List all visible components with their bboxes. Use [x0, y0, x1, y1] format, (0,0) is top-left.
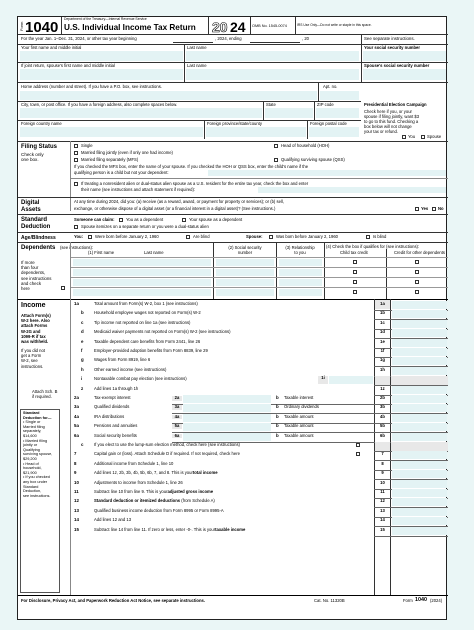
city-input[interactable]: [20, 108, 262, 118]
footer-notice: For Disclosure, Privacy Act, and Paperwork Reduction Act Notice, see separate instructions.: [21, 598, 205, 603]
footer-form-label: Form: [403, 598, 413, 603]
pec-you-label: You: [408, 134, 416, 139]
dep-col-last: Last name: [144, 250, 164, 255]
line-number: 14: [74, 517, 79, 523]
line-ref: 9: [381, 470, 384, 476]
dep-col-odc: Credit for other dependents: [394, 250, 445, 255]
line-a-input[interactable]: [183, 404, 271, 412]
line-ref-a: 2a: [172, 396, 182, 401]
form-label-vertical: Form: [19, 21, 24, 31]
line-amount-input[interactable]: [392, 527, 447, 535]
line-amount-input[interactable]: [392, 470, 447, 478]
filing-note-2: qualifying person is a child but not your dependent:: [74, 170, 169, 175]
footer-form-number: 1040: [415, 597, 427, 603]
line-text: Other earned income (see instructions): [94, 366, 167, 372]
line-text: Qualified business income deduction from Form 8995 or Form 8995-A: [94, 507, 224, 513]
line-number: 7: [74, 451, 77, 457]
tax-year-bold: 24: [230, 19, 246, 35]
you-blind-label: Are blind: [193, 234, 210, 239]
nra-text-2: their name (see instructions and attach statement if required):: [81, 187, 196, 192]
line-ref: 8: [381, 460, 384, 466]
dep-col-ssn: (2) Social security number: [228, 245, 262, 255]
tax-year-label: For the year Jan. 1–Dec. 31, 2024, or other tax year beginning: [21, 36, 137, 41]
line-amount-input[interactable]: [392, 423, 447, 431]
spouse-first-label: If joint return, spouse's first name and middle initial: [21, 63, 115, 68]
tax-year-outline: 20: [212, 19, 228, 35]
spouse-last-label: Last name: [187, 63, 207, 68]
spouse-last-input[interactable]: [186, 69, 359, 80]
form-1040: [17, 16, 447, 620]
line-number: 10: [74, 479, 79, 485]
line-mid-input[interactable]: [329, 376, 373, 384]
pec-spouse-checkbox[interactable]: [421, 135, 425, 139]
nra-checkbox[interactable]: [74, 182, 78, 186]
department: Department of the Treasury—Internal Revenue Service: [64, 17, 147, 21]
filing-status-sub: Check only one box.: [21, 152, 44, 163]
irs-use-only: IRS Use Only—Do not write or staple in this space.: [297, 23, 372, 27]
line-text: Qualified dividends: [94, 404, 130, 410]
line-text: Subtract line 14 from line 11. If zero or less, enter -0-. This is yourtaxable income: [94, 526, 246, 532]
line-text: Adjustments to income from Schedule 1, line 26: [94, 479, 183, 485]
line-number: i: [81, 376, 83, 382]
you-dependent-checkbox[interactable]: [119, 218, 123, 222]
spouse-ssn-label: Spouse's social security number: [364, 63, 430, 68]
line-amount-input[interactable]: [392, 480, 447, 488]
dependent-ssn-input[interactable]: [216, 269, 274, 276]
age-spouse-label: Spouse:: [246, 234, 263, 239]
year-20-label: , 20: [302, 36, 309, 41]
you-born-checkbox[interactable]: [88, 235, 92, 239]
line-text: Household employee wages not reported on Form(s) W-2: [94, 310, 201, 316]
mfs-checkbox[interactable]: [74, 158, 78, 162]
qualifying-person-input[interactable]: [208, 170, 446, 176]
dependent-ctc-checkbox[interactable]: [353, 270, 357, 274]
pec-spouse-label: Spouse: [427, 134, 442, 139]
line-number: 5a: [74, 423, 79, 429]
line-ref: 4b: [380, 413, 385, 419]
dependent-ctc-checkbox[interactable]: [353, 290, 357, 294]
form-number: 1040: [25, 19, 59, 36]
digital-assets-title: Digital Assets: [21, 200, 41, 213]
you-blind-checkbox[interactable]: [186, 235, 190, 239]
age-you-label: You:: [74, 234, 83, 239]
spouse-blind-label: Is blind: [373, 234, 387, 239]
line-text-b: Taxable interest: [284, 395, 314, 400]
line-ref: 1f: [380, 348, 385, 353]
line-text: IRA distributions: [94, 413, 125, 419]
line-a-input[interactable]: [183, 395, 271, 403]
line-amount-input[interactable]: [392, 433, 447, 441]
filing-status-title: Filing Status: [21, 144, 57, 150]
line-ref-a: 3a: [172, 405, 182, 410]
footer-year: (2024): [430, 598, 443, 603]
spouse-dependent-checkbox[interactable]: [182, 218, 186, 222]
pec-text: Check here if you, or your spouse if filing jointly, want $3 to go to this fund. Checking a box below will not change your tax or refund.: [364, 109, 420, 134]
line-text: Add lines 1z, 2b, 3b, 4b, 5b, 6b, 7, and 8. This is yourtotal income: [94, 470, 218, 476]
line-text-b: Ordinary dividends: [284, 404, 319, 410]
line-ref-a: 5a: [172, 424, 182, 429]
foreign-province-input[interactable]: [206, 127, 306, 137]
line-text: Medicaid waiver payments not reported on Form(s) W-2 (see instructions): [94, 329, 231, 335]
state-label: State: [266, 102, 276, 107]
line-amount-input[interactable]: [392, 367, 447, 375]
line-ref: 14: [380, 517, 385, 523]
line-ref: 2b: [380, 395, 385, 400]
spouse-itemizes-label: Spouse itemizes on a separate return or you were a dual-status alien: [81, 224, 209, 229]
line-text: Additional income from Schedule 1, line 10: [94, 460, 174, 466]
line-ref: 1b: [380, 310, 385, 316]
line-number-b: b: [276, 413, 279, 419]
line-ref: 13: [380, 507, 385, 513]
you-born-label: Were born before January 2, 1960: [95, 234, 159, 239]
line-amount-input[interactable]: [392, 489, 447, 497]
lump-sum-checkbox[interactable]: [356, 443, 360, 447]
line-number: 12: [74, 498, 79, 504]
dependent-odc-checkbox[interactable]: [415, 270, 419, 274]
line-ref: 7: [381, 451, 384, 457]
dep-col-check: (4) Check the box if qualifies for (see instructions):: [326, 244, 420, 249]
line-ref: 10: [380, 479, 385, 485]
line-amount-input[interactable]: [392, 329, 447, 337]
line-amount-input[interactable]: [392, 386, 447, 394]
spouse-ssn-input[interactable]: [363, 69, 446, 80]
line-ref: 15: [380, 526, 385, 532]
dependent-name-input[interactable]: [73, 289, 211, 296]
form-title: U.S. Individual Income Tax Return: [64, 23, 196, 32]
line-text: Add lines 12 and 13: [94, 517, 132, 523]
nra-text-1: If treating a nonresident alien or dual-status alien spouse as a U.S. resident for the entire tax year, check the box and enter: [81, 181, 309, 186]
address-label: Home address (number and street). If you have a P.O. box, see instructions.: [21, 84, 162, 89]
line-text-b: Taxable amount: [284, 413, 314, 419]
pec-you-checkbox[interactable]: [402, 135, 406, 139]
dependent-relationship-input[interactable]: [279, 269, 322, 276]
line-amount-input[interactable]: [392, 517, 447, 525]
line-number: g: [81, 357, 84, 363]
you-dependent-label: You as a dependent: [126, 217, 164, 222]
spouse-born-checkbox[interactable]: [269, 235, 273, 239]
line-text-b: Taxable amount: [284, 432, 314, 438]
line-ref: 1e: [380, 338, 385, 344]
line-number: 8: [74, 460, 77, 466]
ssn-input[interactable]: [363, 51, 446, 61]
pec-title: Presidential Election Campaign: [364, 102, 427, 107]
dependent-relationship-input[interactable]: [279, 289, 322, 296]
dependent-ssn-input[interactable]: [216, 279, 274, 286]
line-ref: 3b: [380, 404, 385, 410]
line-text: Social security benefits: [94, 432, 137, 438]
dependents-see: (see instructions):: [60, 245, 94, 250]
footer-cat: Cat. No. 11320B: [314, 598, 345, 603]
line-number: 1a: [74, 301, 79, 306]
mfs-label: Married filing separately (MFS): [81, 157, 139, 162]
spouse-first-input[interactable]: [20, 69, 183, 80]
last-name-input[interactable]: [186, 51, 359, 61]
qss-checkbox[interactable]: [274, 158, 278, 162]
line-text: Total amount from Form(s) W-2, box 1 (see instructions): [94, 301, 198, 306]
digital-yes-label: Yes: [421, 206, 429, 211]
line-ref: 1c: [380, 319, 385, 325]
line-amount-input[interactable]: [392, 301, 447, 309]
dependent-odc-checkbox[interactable]: [415, 260, 419, 264]
someone-can-claim: Someone can claim:: [74, 217, 115, 222]
more-dependents-checkbox[interactable]: [61, 286, 65, 290]
nra-name-input[interactable]: [258, 187, 446, 193]
foreign-postal-input[interactable]: [309, 127, 359, 137]
digital-text-2: exchange, or otherwise dispose of a digital asset (or a financial interest in a digital asset)? (See instructions.): [74, 206, 276, 211]
foreign-country-label: Foreign country name: [21, 121, 62, 126]
line-number-b: b: [276, 404, 279, 410]
line-amount-input[interactable]: [392, 498, 447, 506]
spouse-itemizes-checkbox[interactable]: [74, 225, 78, 229]
line-number: 4a: [74, 413, 79, 419]
ssn-label: Your social security number: [364, 45, 421, 50]
dependent-ctc-checkbox[interactable]: [353, 280, 357, 284]
line-number-b: b: [276, 395, 279, 400]
zip-label: ZIP code: [317, 102, 334, 107]
line-ref: 11: [380, 489, 385, 494]
line-ref-a: 4a: [172, 415, 182, 420]
dependent-ctc-checkbox[interactable]: [353, 260, 357, 264]
dep-col-relationship: (3) Relationship to you: [285, 245, 315, 255]
line-number: 2a: [74, 395, 79, 400]
foreign-postal-label: Foreign postal code: [310, 121, 347, 126]
dependent-name-input[interactable]: [73, 269, 211, 276]
see-instructions: See separate instructions.: [364, 36, 415, 41]
line-number: 15: [74, 526, 79, 532]
standard-deduction-title: Standard Deduction: [21, 217, 51, 230]
line-text: If you elect to use the lump-sum election method, check here (see instructions): [94, 442, 240, 447]
dependent-ssn-input[interactable]: [216, 259, 274, 266]
line-amount-input[interactable]: [392, 357, 447, 365]
line-amount-input[interactable]: [392, 414, 447, 422]
line-text: Nontaxable combat pay election (see instructions): [94, 376, 187, 382]
line-number: d: [81, 329, 84, 335]
omb-number: OMB No. 1545-0074: [252, 24, 287, 28]
dependent-odc-checkbox[interactable]: [415, 280, 419, 284]
dependent-relationship-input[interactable]: [279, 279, 322, 286]
dependent-ssn-input[interactable]: [216, 289, 274, 296]
age-blindness-title: Age/Blindness: [21, 235, 56, 241]
line-amount-input[interactable]: [392, 395, 447, 403]
line-text-b: Taxable amount: [284, 423, 314, 429]
capital-gain-checkbox[interactable]: [356, 452, 360, 456]
line-amount-input[interactable]: [392, 339, 447, 347]
line-ref: 1a: [380, 301, 385, 306]
single-checkbox[interactable]: [74, 144, 78, 148]
spouse-blind-checkbox[interactable]: [366, 235, 370, 239]
line-number: e: [81, 338, 84, 344]
first-name-input[interactable]: [20, 51, 183, 61]
line-number: 9: [74, 470, 77, 476]
line-text: Pensions and annuities: [94, 423, 138, 429]
single-label: Single: [81, 143, 93, 148]
zip-input[interactable]: [316, 108, 359, 118]
dependents-title: Dependents: [21, 245, 56, 251]
line-text: Employer-provided adoption benefits from Form 8839, line 29: [94, 348, 208, 353]
dependent-name-input[interactable]: [73, 279, 211, 286]
digital-yes-checkbox[interactable]: [415, 207, 419, 211]
filing-note-1: If you checked the MFS box, enter the name of your spouse. If you checked the HOH or QSS box, enter the child's name if the: [74, 164, 309, 169]
hoh-checkbox[interactable]: [274, 144, 278, 148]
line-amount-input[interactable]: [392, 451, 447, 459]
line-number: z: [81, 385, 84, 391]
income-attach-note: Attach Form(s) W-2 here. Also attach Forms W-2G and 1099-R if tax was withheld.: [21, 313, 51, 345]
dependent-relationship-input[interactable]: [279, 259, 322, 266]
first-name-label: Your first name and middle initial: [21, 45, 82, 50]
line-number: h: [81, 366, 84, 372]
mfj-checkbox[interactable]: [74, 151, 78, 155]
last-name-label: Last name: [187, 45, 207, 50]
line-number: f: [81, 348, 83, 353]
address-input[interactable]: [20, 91, 317, 100]
year-ending-label: , 2024, ending: [215, 36, 242, 41]
income-title: Income: [21, 302, 46, 309]
apt-label: Apt. no.: [323, 84, 338, 89]
line-a-input[interactable]: [183, 433, 271, 441]
spouse-born-label: Was born before January 2, 1960: [276, 234, 338, 239]
dep-col-ctc: Child tax credit: [340, 250, 368, 255]
line-text: Standard deduction or itemized deductions (from Schedule A): [94, 498, 215, 504]
standard-deduction-box: Standard Deduction for— • Single or Married filing separately, $14,600 • Married filing jointly or Qualifying surviving spouse, $29,200 • Head of household, $21,900 • If you checked any box under Standard Deduction, see instructions.: [20, 409, 60, 593]
dependent-odc-checkbox[interactable]: [415, 290, 419, 294]
line-amount-input[interactable]: [392, 320, 447, 328]
hoh-label: Head of household (HOH): [281, 143, 330, 148]
city-label: City, town, or post office. If you have a foreign address, also complete spaces below.: [21, 102, 178, 107]
foreign-province-label: Foreign province/state/county: [207, 121, 262, 126]
line-ref: 6b: [380, 432, 385, 438]
spouse-dependent-label: Your spouse as a dependent: [189, 217, 243, 222]
line-text: Taxable dependent care benefits from Form 2441, line 26: [94, 338, 201, 344]
line-number-b: b: [276, 432, 279, 438]
line-amount-input[interactable]: [392, 348, 447, 356]
line-number: c: [81, 442, 84, 447]
foreign-country-input[interactable]: [20, 127, 203, 137]
digital-no-checkbox[interactable]: [432, 207, 436, 211]
dep-col-first: (1) First name: [88, 250, 115, 255]
line-text: Add lines 1a through 1h: [94, 385, 139, 391]
income-w2-note: If you did not get a Form W-2, see instructions.: [21, 348, 45, 369]
line-text: Tax-exempt interest: [94, 395, 131, 400]
state-input[interactable]: [265, 108, 313, 118]
line-number: 3a: [74, 404, 79, 410]
line-number: 13: [74, 507, 79, 513]
line-ref: 5b: [380, 423, 385, 429]
line-number: 6a: [74, 432, 79, 438]
line-text: Tip income not reported on line 1a (see instructions): [94, 319, 191, 325]
schb-note: Attach Sch. B if required.: [32, 389, 58, 400]
digital-text-1: At any time during 2024, did you: (a) receive (as a reward, award, or payment for property or services); or (b) sell,: [74, 199, 284, 204]
line-number: 11: [74, 489, 79, 494]
line-ref: 12: [380, 498, 385, 504]
line-amount-input[interactable]: [392, 404, 447, 412]
line-amount-input[interactable]: [392, 461, 447, 469]
line-text: Subtract line 10 from line 9. This is youradjusted gross income: [94, 489, 214, 494]
line-ref: 1z: [380, 385, 385, 391]
dependents-side-note: If more than four dependents, see instructions and check here: [21, 260, 52, 292]
line-text: Wages from Form 8919, line 6: [94, 357, 151, 363]
line-number-b: b: [276, 423, 279, 429]
digital-no-label: No: [438, 206, 444, 211]
line-number: b: [81, 310, 84, 316]
mfj-label: Married filing jointly (even if only one had income): [81, 150, 173, 155]
line-amount-input[interactable]: [392, 310, 447, 318]
qss-label: Qualifying surviving spouse (QSS): [281, 157, 345, 162]
line-a-input[interactable]: [183, 423, 271, 431]
line-a-input[interactable]: [183, 414, 271, 422]
line-ref: 1d: [380, 329, 385, 335]
line-number: c: [81, 319, 84, 325]
line-mid-label: 1i: [318, 376, 328, 384]
line-ref: 1h: [380, 366, 385, 372]
dependent-name-input[interactable]: [73, 259, 211, 266]
line-ref: 1g: [380, 357, 385, 363]
apt-input[interactable]: [320, 91, 359, 100]
line-text: Capital gain or (loss). Attach Schedule D if required. If not required, check here: [94, 451, 240, 457]
line-amount-input[interactable]: [392, 508, 447, 516]
line-ref-a: 6a: [172, 434, 182, 439]
